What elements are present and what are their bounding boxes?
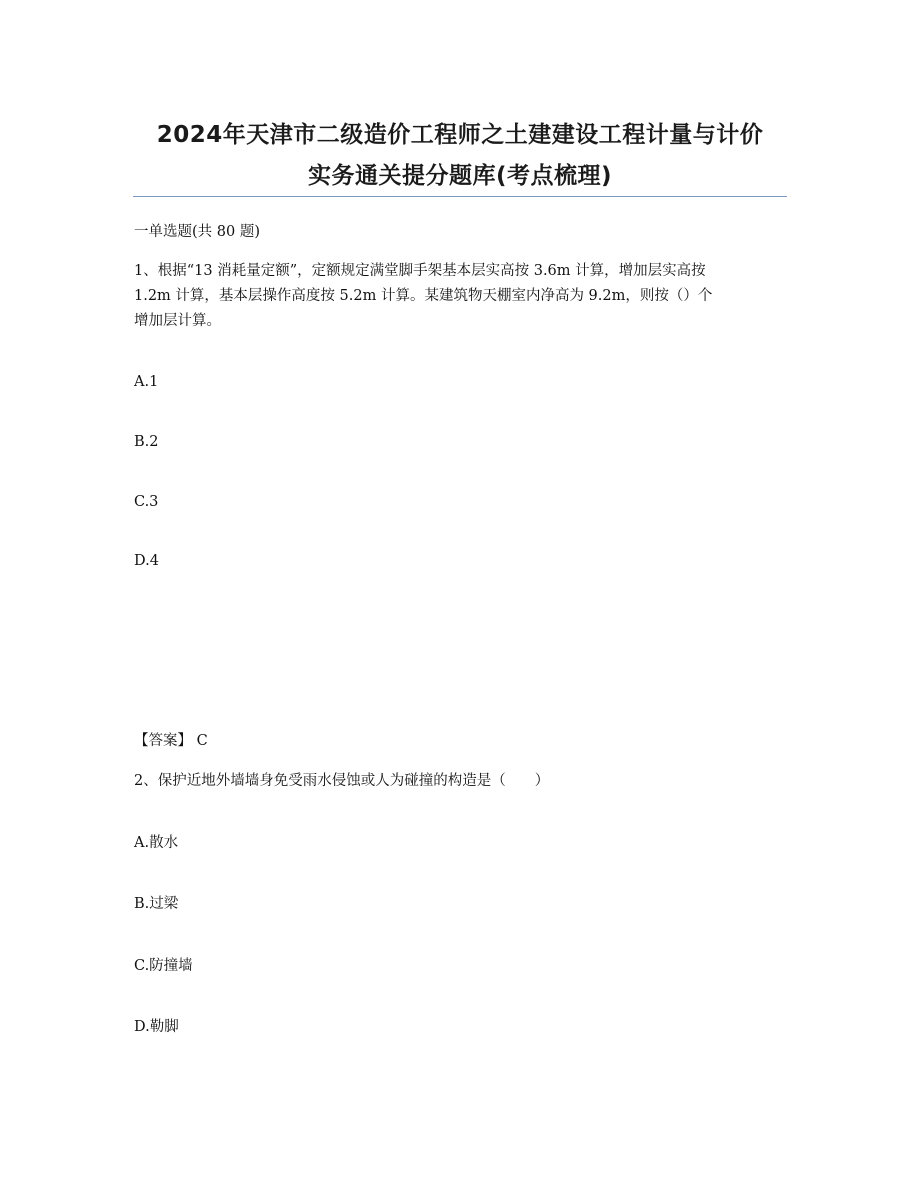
- question-2-option-c: C.防撞墙: [134, 958, 193, 974]
- question-1-option-b: B.2: [134, 434, 159, 450]
- question-1-option-c: C.3: [134, 494, 159, 510]
- question-1-line-3: 增加层计算。: [134, 313, 221, 329]
- title-divider: [133, 196, 787, 197]
- section-heading: 一单选题(共 80 题): [134, 224, 260, 240]
- question-1-answer: 【答案】 C: [134, 733, 208, 749]
- question-1-option-a: A.1: [134, 374, 159, 390]
- question-2-text: 2、保护近地外墙墙身免受雨水侵蚀或人为碰撞的构造是（ ）: [134, 773, 550, 789]
- question-1-line-1: 1、根据“13 消耗量定额”，定额规定满堂脚手架基本层实高按 3.6m 计算，增加层实高按: [134, 263, 706, 279]
- question-2-option-b: B.过梁: [134, 896, 179, 912]
- question-1-option-d: D.4: [134, 553, 159, 569]
- question-1-text: [134, 259, 784, 334]
- question-2-option-d: D.勒脚: [134, 1019, 179, 1035]
- document-title-line-2: 实务通关提分题库(考点梳理): [307, 163, 613, 189]
- document-title-line-1: 2024年天津市二级造价工程师之土建建设工程计量与计价: [156, 122, 764, 148]
- question-2-option-a: A.散水: [134, 835, 179, 851]
- question-1-line-2: 1.2m 计算，基本层操作高度按 5.2m 计算。某建筑物天棚室内净高为 9.2m，则按（）个: [134, 288, 713, 304]
